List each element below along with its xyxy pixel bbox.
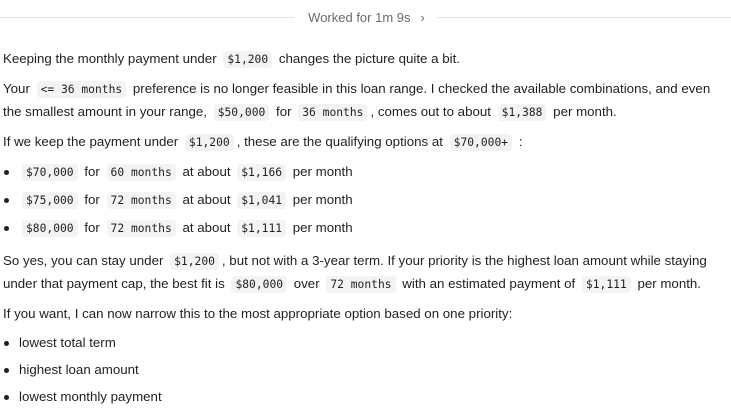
worked-for-toggle[interactable]: [308, 10, 425, 25]
text: per month: [292, 220, 353, 235]
options-list: [3, 161, 729, 240]
inline-code: $70,000: [22, 164, 78, 181]
bullet-icon: [4, 395, 9, 400]
worked-for-divider: [0, 6, 731, 28]
text: at about: [182, 220, 231, 235]
text: preference is no longer feasible in this loan range. I checked the available combinations, and even the smallest amount in your range,: [3, 81, 711, 119]
divider-line-left: [0, 17, 294, 18]
list-item: [3, 386, 729, 408]
text: with an estimated payment of: [402, 276, 576, 291]
text: lowest total term: [19, 335, 116, 350]
inline-code: $1,200: [170, 253, 219, 270]
inline-code: 72 months: [107, 220, 176, 237]
paragraph-offer: [3, 303, 729, 325]
text: per month.: [553, 104, 617, 119]
paragraph-intro: [3, 48, 729, 71]
inline-code: $80,000: [22, 220, 78, 237]
list-item: [3, 161, 729, 184]
text: for: [276, 104, 292, 119]
text: :: [518, 134, 523, 149]
text: If we keep the payment under: [3, 134, 179, 149]
text: Keeping the monthly payment under: [3, 51, 217, 66]
text: at about: [182, 164, 231, 179]
list-item: [3, 332, 729, 354]
paragraph-qualifying: [3, 131, 729, 154]
inline-code: $75,000: [22, 192, 78, 209]
inline-code: $1,388: [498, 104, 547, 121]
text: per month: [292, 192, 353, 207]
text: Your: [3, 81, 30, 96]
inline-code: $1,111: [582, 276, 631, 293]
divider-line-right: [437, 17, 731, 18]
inline-code: <= 36 months: [37, 81, 127, 98]
text: , comes out to about: [370, 104, 491, 119]
inline-code: $1,111: [237, 220, 286, 237]
inline-code: $70,000+: [450, 134, 512, 151]
list-item: [3, 217, 729, 240]
bullet-icon: [4, 170, 9, 175]
text: , but not with a 3-year term. If your priority is the highest loan amount while staying under that payment cap, the best fit is: [3, 253, 707, 291]
text: If you want, I can now narrow this to the most appropriate option based on one priority:: [3, 306, 513, 321]
text: per month: [292, 164, 353, 179]
bullet-icon: [4, 226, 9, 231]
text: for: [84, 192, 100, 207]
list-item: [3, 359, 729, 381]
inline-code: 72 months: [107, 192, 176, 209]
text: over: [293, 276, 320, 291]
list-item: [3, 189, 729, 212]
priorities-list: [3, 332, 729, 408]
inline-code: $80,000: [231, 276, 287, 293]
inline-code: $1,200: [223, 51, 272, 68]
inline-code: 72 months: [326, 276, 395, 293]
bullet-icon: [4, 198, 9, 203]
inline-code: $1,041: [237, 192, 286, 209]
text: , these are the qualifying options at: [236, 134, 443, 149]
text: changes the picture quite a bit.: [278, 51, 460, 66]
text: for: [84, 220, 100, 235]
text: highest loan amount: [19, 362, 139, 377]
text: So yes, you can stay under: [3, 253, 164, 268]
text: lowest monthly payment: [19, 389, 162, 404]
text: per month.: [637, 276, 702, 291]
inline-code: $50,000: [214, 104, 270, 121]
chevron-right-icon: ›: [420, 9, 425, 25]
text: for: [84, 164, 100, 179]
worked-for-label: Worked for 1m 9s: [308, 9, 411, 25]
text: at about: [182, 192, 231, 207]
inline-code: 36 months: [298, 104, 367, 121]
bullet-icon: [4, 368, 9, 373]
assistant-message: [3, 48, 729, 412]
paragraph-conclusion: [3, 250, 729, 296]
bullet-icon: [4, 341, 9, 346]
paragraph-feasibility: [3, 78, 729, 124]
inline-code: $1,200: [185, 134, 234, 151]
inline-code: $1,166: [237, 164, 286, 181]
inline-code: 60 months: [107, 164, 176, 181]
